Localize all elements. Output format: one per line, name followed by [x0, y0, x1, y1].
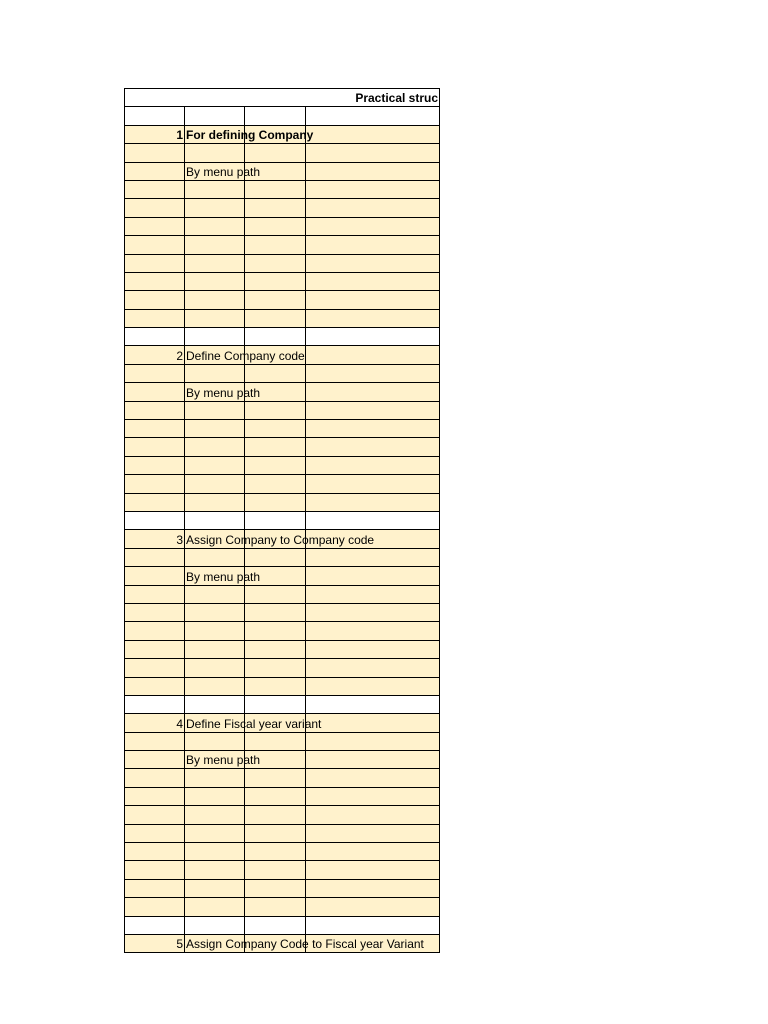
- cell[interactable]: [185, 548, 245, 566]
- cell[interactable]: [245, 420, 306, 438]
- cell[interactable]: [125, 677, 185, 695]
- text-cell[interactable]: [185, 714, 322, 732]
- cell[interactable]: [306, 659, 440, 677]
- empty-row: [125, 180, 440, 198]
- cell[interactable]: [306, 475, 440, 493]
- sheet-title[interactable]: Practical struc: [125, 89, 440, 107]
- cell[interactable]: [306, 824, 440, 842]
- cell[interactable]: [185, 677, 245, 695]
- cell[interactable]: [125, 695, 185, 713]
- cell[interactable]: [185, 640, 245, 658]
- cell[interactable]: [306, 806, 440, 824]
- cell[interactable]: [185, 879, 245, 897]
- cell[interactable]: [245, 548, 306, 566]
- cell[interactable]: [125, 456, 185, 474]
- cell[interactable]: [306, 493, 440, 511]
- row-number-cell[interactable]: [125, 162, 185, 180]
- cell[interactable]: [306, 677, 440, 695]
- cell-text: Define Company code: [186, 348, 305, 363]
- cell[interactable]: [245, 199, 306, 217]
- spacer-row: [125, 328, 440, 346]
- cell[interactable]: [245, 695, 306, 713]
- cell-text: Assign Company Code to Fiscal year Variant: [186, 937, 424, 952]
- empty-row: [125, 199, 440, 217]
- cell[interactable]: [125, 898, 185, 916]
- cell-text: By menu path: [186, 569, 261, 584]
- cell[interactable]: [125, 309, 185, 327]
- cell[interactable]: [306, 107, 440, 125]
- cell[interactable]: [306, 401, 440, 419]
- cell[interactable]: [245, 787, 306, 805]
- cell[interactable]: [125, 640, 185, 658]
- cell[interactable]: [306, 843, 440, 861]
- cell[interactable]: [125, 217, 185, 235]
- text-cell[interactable]: [185, 751, 261, 769]
- cell[interactable]: [245, 843, 306, 861]
- cell[interactable]: [125, 603, 185, 621]
- cell[interactable]: [125, 420, 185, 438]
- cell[interactable]: [306, 236, 440, 254]
- empty-row: [125, 585, 440, 603]
- cell[interactable]: [185, 475, 245, 493]
- cell[interactable]: [125, 585, 185, 603]
- empty-row: [125, 843, 440, 861]
- cell[interactable]: [245, 585, 306, 603]
- cell[interactable]: [185, 107, 245, 125]
- cell[interactable]: [245, 769, 306, 787]
- cell[interactable]: [185, 236, 245, 254]
- cell[interactable]: [245, 291, 306, 309]
- empty-row: [125, 438, 440, 456]
- cell[interactable]: [306, 567, 440, 585]
- cell[interactable]: [306, 144, 440, 162]
- cell[interactable]: [185, 291, 245, 309]
- cell[interactable]: [125, 180, 185, 198]
- text-cell[interactable]: [185, 567, 261, 585]
- empty-row: [125, 824, 440, 842]
- cell[interactable]: [185, 180, 245, 198]
- cell[interactable]: [185, 309, 245, 327]
- cell[interactable]: [245, 364, 306, 382]
- cell[interactable]: [185, 861, 245, 879]
- text-cell[interactable]: [185, 125, 314, 143]
- empty-row: [125, 861, 440, 879]
- spacer-row: [125, 695, 440, 713]
- cell[interactable]: [185, 695, 245, 713]
- empty-row: [125, 677, 440, 695]
- empty-row: [125, 493, 440, 511]
- cell[interactable]: [185, 254, 245, 272]
- cell[interactable]: [125, 659, 185, 677]
- cell[interactable]: [245, 511, 306, 529]
- empty-row: [125, 548, 440, 566]
- row-number-cell[interactable]: 5: [125, 934, 185, 952]
- cell[interactable]: [185, 144, 245, 162]
- cell[interactable]: [306, 217, 440, 235]
- cell[interactable]: [306, 254, 440, 272]
- cell-text: By menu path: [186, 164, 261, 179]
- cell[interactable]: [125, 254, 185, 272]
- empty-row: [125, 420, 440, 438]
- cell[interactable]: [245, 861, 306, 879]
- empty-row: [125, 640, 440, 658]
- cell[interactable]: [125, 291, 185, 309]
- cell-text: For defining Company: [186, 128, 314, 143]
- cell[interactable]: [306, 714, 440, 732]
- cell[interactable]: [185, 824, 245, 842]
- cell[interactable]: [125, 144, 185, 162]
- text-cell[interactable]: [185, 530, 375, 548]
- row-number-cell[interactable]: 4: [125, 714, 185, 732]
- cell[interactable]: [245, 254, 306, 272]
- cell[interactable]: [245, 603, 306, 621]
- cell-text: By menu path: [186, 753, 261, 768]
- empty-row: [125, 217, 440, 235]
- empty-row: [125, 787, 440, 805]
- row-number-cell[interactable]: [125, 383, 185, 401]
- empty-row: [125, 456, 440, 474]
- cell[interactable]: [306, 695, 440, 713]
- empty-row: [125, 272, 440, 290]
- cell[interactable]: [125, 107, 185, 125]
- cell[interactable]: [306, 364, 440, 382]
- cell[interactable]: [185, 272, 245, 290]
- cell[interactable]: [125, 328, 185, 346]
- cell[interactable]: [245, 236, 306, 254]
- row-number-cell[interactable]: 2: [125, 346, 185, 364]
- cell[interactable]: [245, 732, 306, 750]
- spreadsheet-grid: [124, 88, 440, 953]
- cell[interactable]: [245, 879, 306, 897]
- row-number-cell[interactable]: 1: [125, 125, 185, 143]
- cell[interactable]: [306, 309, 440, 327]
- cell[interactable]: [245, 328, 306, 346]
- text-cell[interactable]: [185, 162, 261, 180]
- cell[interactable]: [306, 548, 440, 566]
- cell-text: By menu path: [186, 385, 261, 400]
- empty-row: [125, 603, 440, 621]
- cell[interactable]: [125, 806, 185, 824]
- cell[interactable]: [306, 420, 440, 438]
- cell[interactable]: [185, 769, 245, 787]
- cell[interactable]: [185, 898, 245, 916]
- cell[interactable]: [306, 861, 440, 879]
- cell[interactable]: [125, 861, 185, 879]
- empty-row: [125, 309, 440, 327]
- cell[interactable]: [245, 401, 306, 419]
- cell[interactable]: [185, 401, 245, 419]
- cell[interactable]: [185, 456, 245, 474]
- cell[interactable]: [306, 640, 440, 658]
- cell[interactable]: [125, 199, 185, 217]
- cell[interactable]: [185, 659, 245, 677]
- cell[interactable]: [185, 493, 245, 511]
- cell[interactable]: [185, 438, 245, 456]
- title-row: [125, 89, 440, 107]
- cell[interactable]: [306, 162, 440, 180]
- menu-path-row: [125, 567, 440, 585]
- cell[interactable]: [245, 456, 306, 474]
- cell[interactable]: [245, 309, 306, 327]
- cell[interactable]: [306, 328, 440, 346]
- cell[interactable]: [245, 217, 306, 235]
- cell[interactable]: [306, 787, 440, 805]
- empty-row: [125, 236, 440, 254]
- cell[interactable]: [306, 125, 440, 143]
- cell[interactable]: [185, 511, 245, 529]
- cell[interactable]: [125, 916, 185, 934]
- cell[interactable]: [306, 585, 440, 603]
- cell[interactable]: [306, 898, 440, 916]
- row-number-cell[interactable]: [125, 567, 185, 585]
- cell[interactable]: [125, 879, 185, 897]
- cell[interactable]: [185, 603, 245, 621]
- empty-row: [125, 898, 440, 916]
- cell[interactable]: [125, 475, 185, 493]
- cell[interactable]: [185, 843, 245, 861]
- cell[interactable]: [185, 732, 245, 750]
- cell[interactable]: [306, 751, 440, 769]
- section-heading-row: [125, 346, 440, 364]
- empty-row: [125, 659, 440, 677]
- cell[interactable]: [306, 180, 440, 198]
- cell[interactable]: [306, 346, 440, 364]
- cell[interactable]: [185, 916, 245, 934]
- empty-row: [125, 475, 440, 493]
- cell[interactable]: [306, 438, 440, 456]
- cell-text: Assign Company to Company code: [186, 532, 375, 547]
- cell[interactable]: [245, 916, 306, 934]
- cell[interactable]: [306, 732, 440, 750]
- cell[interactable]: [185, 806, 245, 824]
- cell[interactable]: [125, 236, 185, 254]
- cell[interactable]: [306, 291, 440, 309]
- cell[interactable]: [245, 107, 306, 125]
- cell[interactable]: [306, 383, 440, 401]
- cell[interactable]: [185, 585, 245, 603]
- cell[interactable]: [306, 603, 440, 621]
- cell[interactable]: [125, 364, 185, 382]
- cell[interactable]: [125, 824, 185, 842]
- cell[interactable]: [125, 511, 185, 529]
- cell[interactable]: [306, 916, 440, 934]
- empty-row: [125, 401, 440, 419]
- cell[interactable]: [185, 364, 245, 382]
- cell[interactable]: [185, 199, 245, 217]
- cell[interactable]: [245, 438, 306, 456]
- cell[interactable]: [185, 787, 245, 805]
- menu-path-row: [125, 383, 440, 401]
- cell[interactable]: [245, 640, 306, 658]
- cell[interactable]: [125, 493, 185, 511]
- section-heading-row: [125, 934, 440, 952]
- menu-path-row: [125, 162, 440, 180]
- empty-row: [125, 254, 440, 272]
- spacer-row: [125, 916, 440, 934]
- cell[interactable]: [245, 144, 306, 162]
- cell[interactable]: [245, 493, 306, 511]
- empty-row: [125, 144, 440, 162]
- cell[interactable]: [245, 677, 306, 695]
- menu-path-row: [125, 751, 440, 769]
- cell[interactable]: [185, 328, 245, 346]
- text-cell[interactable]: [185, 934, 424, 952]
- empty-row: [125, 769, 440, 787]
- cell[interactable]: [125, 732, 185, 750]
- cell-text: Define Fiscal year variant: [186, 716, 322, 731]
- cell[interactable]: [125, 787, 185, 805]
- cell[interactable]: [306, 769, 440, 787]
- spacer-row: [125, 107, 440, 125]
- cell[interactable]: [306, 456, 440, 474]
- cell[interactable]: [125, 401, 185, 419]
- cell[interactable]: [125, 548, 185, 566]
- spacer-row: [125, 511, 440, 529]
- empty-row: [125, 291, 440, 309]
- cell[interactable]: [185, 420, 245, 438]
- cell[interactable]: [125, 622, 185, 640]
- cell[interactable]: [306, 272, 440, 290]
- cell[interactable]: [245, 898, 306, 916]
- cell[interactable]: [125, 843, 185, 861]
- section-heading-row: [125, 530, 440, 548]
- cell[interactable]: [125, 769, 185, 787]
- cell[interactable]: [306, 511, 440, 529]
- cell[interactable]: [185, 622, 245, 640]
- row-number-cell[interactable]: [125, 751, 185, 769]
- empty-row: [125, 364, 440, 382]
- cell[interactable]: [306, 199, 440, 217]
- cell[interactable]: [125, 438, 185, 456]
- empty-row: [125, 622, 440, 640]
- cell[interactable]: [306, 879, 440, 897]
- cell[interactable]: [245, 272, 306, 290]
- section-heading-row: [125, 125, 440, 143]
- row-number-cell[interactable]: 3: [125, 530, 185, 548]
- section-heading-row: [125, 714, 440, 732]
- cell[interactable]: [245, 824, 306, 842]
- cell[interactable]: [185, 217, 245, 235]
- text-cell[interactable]: [185, 346, 305, 364]
- cell[interactable]: [306, 622, 440, 640]
- cell[interactable]: [245, 806, 306, 824]
- text-cell[interactable]: [185, 383, 261, 401]
- cell[interactable]: [245, 622, 306, 640]
- cell[interactable]: [245, 659, 306, 677]
- empty-row: [125, 806, 440, 824]
- cell[interactable]: [125, 272, 185, 290]
- cell[interactable]: [245, 180, 306, 198]
- empty-row: [125, 732, 440, 750]
- empty-row: [125, 879, 440, 897]
- cell[interactable]: [245, 475, 306, 493]
